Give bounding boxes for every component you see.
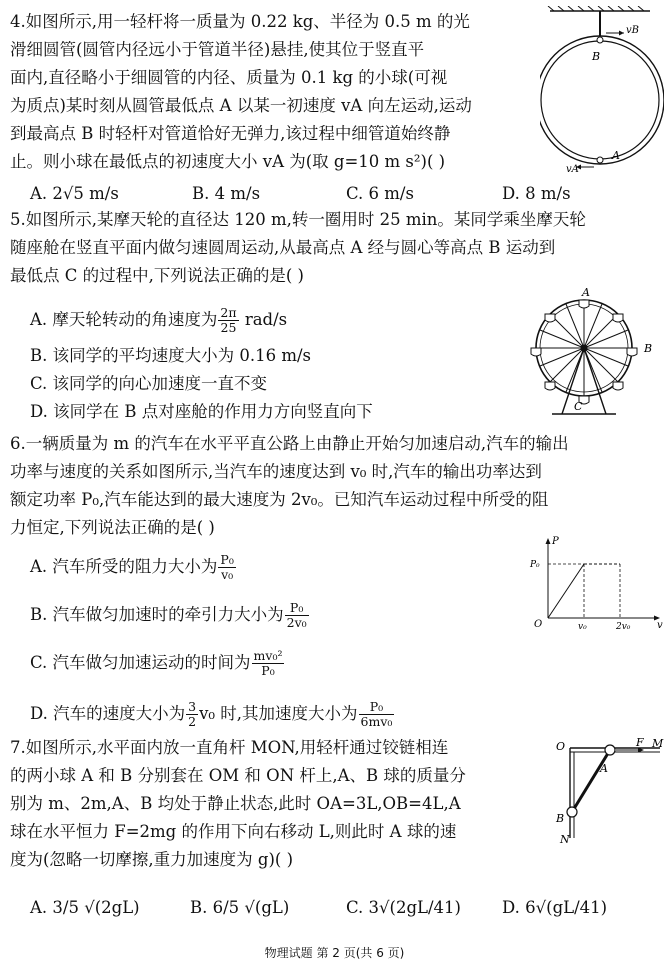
q4-line: 为质点)某时刻从圆管最低点 A 以某一初速度 vA 向左运动,运动 bbox=[10, 96, 472, 115]
q7-line: 7.如图所示,水平面内放一直角杆 MON,用轻杆通过铰链相连 bbox=[10, 738, 449, 757]
q4-line: 止。则小球在最低点的初速度大小 vA 为(取 g=10 m s²)( ) bbox=[10, 152, 446, 171]
q7-option-b: B. 6/5 √(gL) bbox=[190, 898, 290, 917]
q4-line: 滑细圆管(圆管内径远小于管道半径)悬挂,使其位于竖直平 bbox=[10, 40, 425, 59]
q5-line: 随座舱在竖直平面内做匀速圆周运动,从最高点 A 经与圆心等高点 B 运动到 bbox=[10, 238, 556, 257]
v0-tick-label: v₀ bbox=[578, 622, 587, 630]
label-b: B bbox=[644, 342, 653, 355]
label-c: C bbox=[574, 400, 583, 413]
q7-option-c: C. 3√(2gL/41) bbox=[346, 898, 461, 917]
q5-option-b: B. 该同学的平均速度大小为 0.16 m/s bbox=[30, 346, 312, 365]
label-vb: vB bbox=[626, 25, 639, 36]
power-curve-segment-0 bbox=[548, 564, 584, 618]
label-a: A bbox=[600, 762, 608, 775]
y-axis-label: P bbox=[552, 536, 559, 547]
x-axis-label: v bbox=[657, 620, 663, 630]
q7-option-d: D. 6√(gL/41) bbox=[502, 898, 608, 917]
q6-line: 力恒定,下列说法正确的是( ) bbox=[10, 518, 215, 537]
q4-line: 4.如图所示,用一轻杆将一质量为 0.22 kg、半径为 0.5 m 的光 bbox=[10, 12, 470, 31]
light-link bbox=[572, 750, 610, 812]
label-f: F bbox=[636, 738, 644, 749]
ball-a bbox=[605, 745, 615, 755]
tube-outer bbox=[540, 36, 664, 164]
q4-option-a: A. 2√5 m/s bbox=[30, 184, 119, 203]
q4-ring-figure bbox=[540, 6, 664, 178]
q7-line: 的两小球 A 和 B 分别套在 OM 和 ON 杆上,A、B 球的质量分 bbox=[10, 766, 466, 785]
q7-line: 球在水平恒力 F=2mg 的作用下向右移动 L,则此时 A 球的速 bbox=[10, 822, 457, 841]
label-m: M bbox=[652, 738, 664, 750]
q6-option-c: C. 汽车做匀加速运动的时间为 $\frac{\text{mv₀²}}{\text{P₀}}$ bbox=[30, 648, 283, 678]
2v0-tick-label: 2v₀ bbox=[616, 622, 631, 630]
ball-b bbox=[597, 37, 603, 43]
q6-option-b: B. 汽车做匀加速时的牵引力大小为 $\frac{\text{P₀}}{\text{2v₀}}$ bbox=[30, 600, 307, 630]
q5-ferris-wheel-figure bbox=[516, 286, 664, 424]
q4-option-c: C. 6 m/s bbox=[346, 184, 414, 203]
q7-option-a: A. 3/5 √(2gL) bbox=[30, 898, 140, 917]
q4-line: 到最高点 B 时轻杆对管道恰好无弹力,该过程中细管道始终静 bbox=[10, 124, 451, 143]
q6-option-a: A. 汽车所受的阻力大小为 $\frac{\text{P₀}}{\text{v₀}}$ bbox=[30, 552, 234, 582]
q5-line: 最低点 C 的过程中,下列说法正确的是( ) bbox=[10, 266, 304, 285]
q6-line: 额定功率 P₀,汽车能达到的最大速度为 2v₀。已知汽车运动过程中所受的阻 bbox=[10, 490, 549, 509]
label-b: B bbox=[592, 50, 601, 63]
label-o: O bbox=[556, 740, 566, 753]
q7-line: 度为(忽略一切摩擦,重力加速度为 g)( ) bbox=[10, 850, 294, 869]
q6-power-velocity-chart bbox=[526, 534, 664, 630]
page-footer: 物理试题 第 2 页(共 6 页) bbox=[264, 946, 405, 960]
label-n: N bbox=[560, 833, 570, 846]
q4-option-d: D. 8 m/s bbox=[502, 184, 571, 203]
ball-b bbox=[567, 807, 577, 817]
q4-line: 面内,直径略小于细圆管的内径、质量为 0.1 kg 的小球(可视 bbox=[10, 68, 448, 87]
p0-tick-label: P₀ bbox=[530, 560, 540, 570]
q5-option-c: C. 该同学的向心加速度一直不变 bbox=[30, 374, 268, 393]
q5-option-d: D. 该同学在 B 点对座舱的作用力方向竖直向下 bbox=[30, 402, 373, 421]
q5-line: 5.如图所示,某摩天轮的直径达 120 m,转一圈用时 25 min。某同学乘坐摩天轮 bbox=[10, 210, 586, 229]
q6-option-d: D. 汽车的速度大小为 $\frac{3}{2}$ v₀ 时,其加速度大小为 $\frac{\text{P₀}}{\text{6mv₀}}$ bbox=[30, 699, 393, 729]
q5-option-a: A. 摩天轮转动的角速度为 $\frac{2\pi}{25}$ rad/s bbox=[30, 305, 288, 335]
label-a: A bbox=[582, 286, 590, 299]
label-b: B bbox=[556, 812, 565, 825]
q6-line: 功率与速度的关系如图所示,当汽车的速度达到 v₀ 时,汽车的输出功率达到 bbox=[10, 462, 542, 481]
q4-option-b: B. 4 m/s bbox=[192, 184, 261, 203]
label-va: vA bbox=[566, 164, 579, 175]
label-a: A bbox=[612, 149, 620, 162]
q7-right-angle-rod-figure bbox=[552, 738, 664, 848]
ball-a bbox=[597, 157, 603, 163]
q6-line: 6.一辆质量为 m 的汽车在水平平直公路上由静止开始匀加速启动,汽车的输出 bbox=[10, 434, 569, 453]
origin-tick-label: O bbox=[534, 619, 543, 630]
q7-line: 别为 m、2m,A、B 均处于静止状态,此时 OA=3L,OB=4L,A bbox=[10, 794, 461, 813]
